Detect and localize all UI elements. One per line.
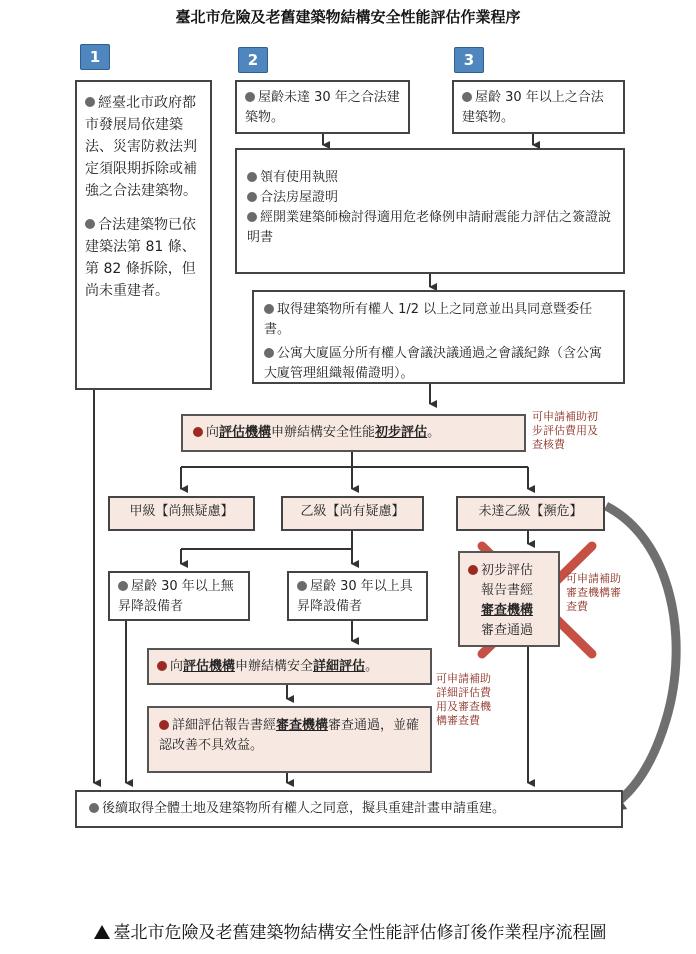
bullet-icon bbox=[118, 581, 128, 591]
box-initial-evaluation: 向評估機構申辦結構安全性能初步評估。 bbox=[181, 414, 526, 452]
bullet-icon bbox=[297, 581, 307, 591]
box-with-elevator: 屋齡 30 年以上具昇降設備者 bbox=[287, 571, 428, 621]
grade-b-concern: 乙級【尚有疑慮】 bbox=[281, 496, 424, 531]
bullet-icon bbox=[247, 212, 257, 222]
bullet-icon bbox=[247, 172, 257, 182]
bullet-icon bbox=[462, 92, 472, 102]
bullet-red-icon bbox=[157, 661, 167, 671]
box-documents bbox=[235, 148, 625, 274]
docs-item-1: 領有使用執照 bbox=[247, 168, 613, 188]
badge-1: 1 bbox=[80, 44, 110, 70]
figure-caption: 臺北市危險及老舊建築物結構安全性能評估修訂後作業程序流程圖 bbox=[10, 918, 690, 943]
box-detailed-evaluation: 向評估機構申辦結構安全詳細評估。 bbox=[147, 648, 432, 685]
consent-item-1: 取得建築物所有權人 1/2 以上之同意並出具同意暨委任書。 bbox=[264, 302, 593, 337]
box-3-over-30: 屋齡 30 年以上之合法建築物。 bbox=[452, 80, 625, 134]
grade-c-endangered: 未達乙級【瀕危】 bbox=[456, 496, 605, 531]
detail-eval-subsidy-note: 可申請補助詳細評估費用及審查機構審查費 bbox=[436, 672, 491, 727]
bullet-red-icon bbox=[159, 720, 169, 730]
box-owner-consent bbox=[252, 290, 625, 384]
bullet-red-icon bbox=[468, 565, 478, 575]
page-title: 臺北市危險及老舊建築物結構安全性能評估作業程序 bbox=[175, 8, 521, 26]
bullet-icon bbox=[247, 192, 257, 202]
bullet-icon bbox=[245, 92, 255, 102]
docs-item-3: 經開業建築師檢討得適用危老條例申請耐震能力評估之簽證說明書 bbox=[247, 210, 612, 245]
box-crossed-out-review: 初步評估 報告書經 審查機構 審查通過 bbox=[458, 551, 560, 647]
bullet-icon bbox=[264, 348, 274, 358]
box-final-rebuild: 後續取得全體土地及建築物所有權人之同意，擬具重建計畫申請重建。 bbox=[75, 790, 623, 828]
consent-item-2: 公寓大廈區分所有權人會議決議通過之會議紀錄（含公寓大廈管理組織報備證明）。 bbox=[264, 346, 603, 381]
box1-item-2: 合法建築物已依建築法第 81 條、第 82 條拆除，但尚未重建者。 bbox=[85, 217, 196, 299]
bullet-icon bbox=[85, 97, 95, 107]
docs-item-2: 合法房屋證明 bbox=[247, 188, 613, 208]
grade-a-no-concern: 甲級【尚無疑慮】 bbox=[108, 496, 255, 531]
triangle-icon bbox=[94, 925, 110, 939]
box-review-passed: 詳細評估報告書經審查機構審查通過，並確認改善不具效益。 bbox=[147, 706, 432, 773]
box-no-elevator: 屋齡 30 年以上無昇降設備者 bbox=[108, 571, 250, 621]
bullet-icon bbox=[264, 304, 274, 314]
bullet-icon bbox=[85, 219, 95, 229]
initial-eval-subsidy-note: 可申請補助初步評估費用及查核費 bbox=[532, 410, 598, 451]
bullet-icon bbox=[89, 803, 99, 813]
badge-2: 2 bbox=[238, 47, 268, 73]
box-1-legal-demolition bbox=[75, 80, 212, 390]
box-2-under-30: 屋齡未達 30 年之合法建築物。 bbox=[235, 80, 410, 134]
crossed-subsidy-note: 可申請補助審查機構審查費 bbox=[566, 572, 621, 613]
badge-3: 3 bbox=[454, 47, 484, 73]
bullet-red-icon bbox=[193, 427, 203, 437]
box1-item-1: 經臺北市政府都市發展局依建築法、災害防救法判定須限期拆除或補強之合法建築物。 bbox=[85, 95, 197, 199]
curved-arrow-danger-final bbox=[606, 506, 676, 806]
